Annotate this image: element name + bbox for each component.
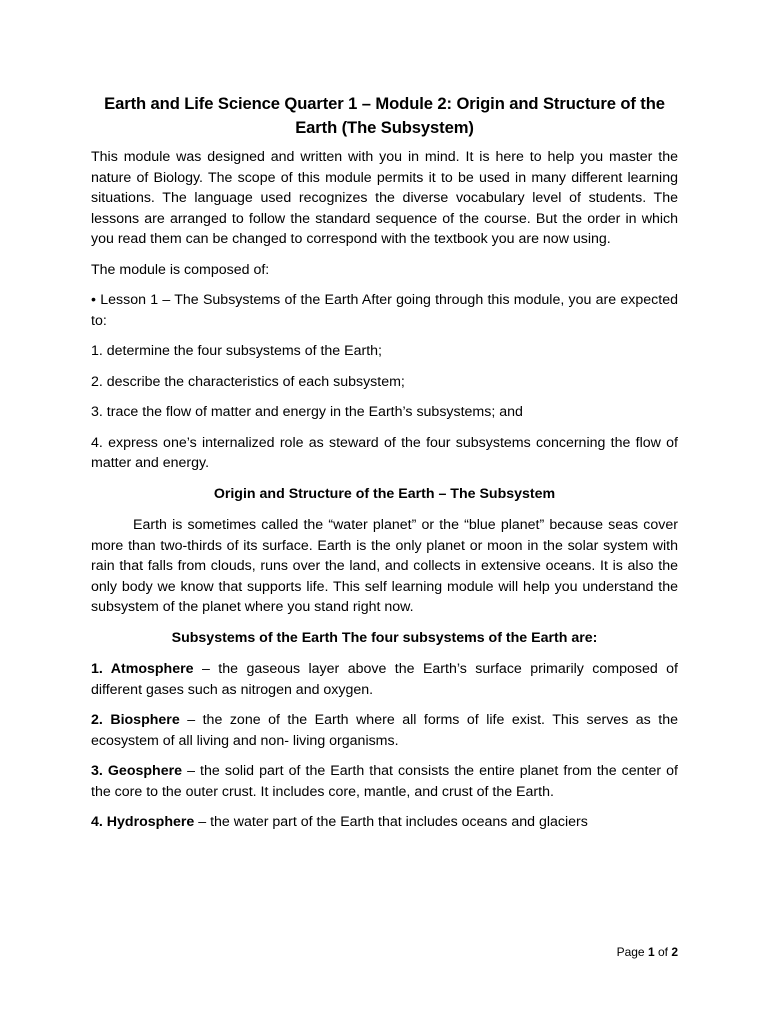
subsystems-heading: Subsystems of the Earth The four subsystems of the Earth are: xyxy=(171,629,598,646)
document-page xyxy=(91,92,678,843)
of-label: of xyxy=(654,945,672,959)
page-label: Page xyxy=(616,945,648,959)
intro-paragraph: This module was designed and written with you in mind. It is here to help you master the nature of Biology. The scope of this module permits it to be used in many different learning situations. The language used recognizes the diverse vocabulary level of students. The lessons are arranged to follow the standard sequence of the course. But the order in which you read them can be changed to correspond with the textbook you are now using. xyxy=(91,149,678,247)
document-title: Earth and Life Science Quarter 1 – Module 2: Origin and Structure of the Earth (The Subsystem) xyxy=(104,94,665,137)
section-heading: Origin and Structure of the Earth – The Subsystem xyxy=(213,485,556,502)
total-pages: 2 xyxy=(671,945,678,959)
objective-item: 1. determine the four subsystems of the Earth; xyxy=(91,343,382,359)
subsystem-description: – the water part of the Earth that includes oceans and glaciers xyxy=(194,814,588,830)
subsystem-description: – the solid part of the Earth that consists the entire planet from the center of the core to the outer crust. It includes core, mantle, and crust of the Earth. xyxy=(91,763,678,800)
subsystem-description: – the zone of the Earth where all forms of life exist. This serves as the ecosystem of all living and non- living organisms. xyxy=(91,712,678,749)
lesson-item: • Lesson 1 – The Subsystems of the Earth After going through this module, you are expected to: xyxy=(91,292,678,329)
subsystem-hydrosphere xyxy=(91,812,678,833)
subsystem-atmosphere xyxy=(91,659,678,700)
subsystem-term: 1. Atmosphere xyxy=(91,661,194,677)
page-number xyxy=(617,944,678,960)
objective-item: 4. express one’s internalized role as steward of the four subsystems concerning the flow of matter and energy. xyxy=(91,434,678,471)
subsystem-geosphere xyxy=(91,761,678,802)
subsystem-term: 3. Geosphere xyxy=(91,763,183,779)
current-page: 1 xyxy=(647,945,655,959)
subsystem-term: 4. Hydrosphere xyxy=(91,814,195,830)
subsystem-biosphere xyxy=(91,710,678,751)
subsystem-term: 2. Biosphere xyxy=(91,712,180,728)
composed-of-text: The module is composed of: xyxy=(91,261,270,278)
objective-item: 3. trace the flow of matter and energy in the Earth’s subsystems; and xyxy=(91,404,523,420)
section-body: Earth is sometimes called the “water planet” or the “blue planet” because seas cover more than two-thirds of its surface. Earth is the only planet or moon in the solar system with rain that falls from clouds, runs over the land, and collects in extensive oceans. It is also the only body we know that supports life. This self learning module will help you understand the subsystem of the planet where you stand right now. xyxy=(91,517,678,615)
subsystem-description: – the gaseous layer above the Earth’s surface primarily composed of different gases such as nitrogen and oxygen. xyxy=(91,661,678,698)
objective-item: 2. describe the characteristics of each subsystem; xyxy=(91,373,405,390)
